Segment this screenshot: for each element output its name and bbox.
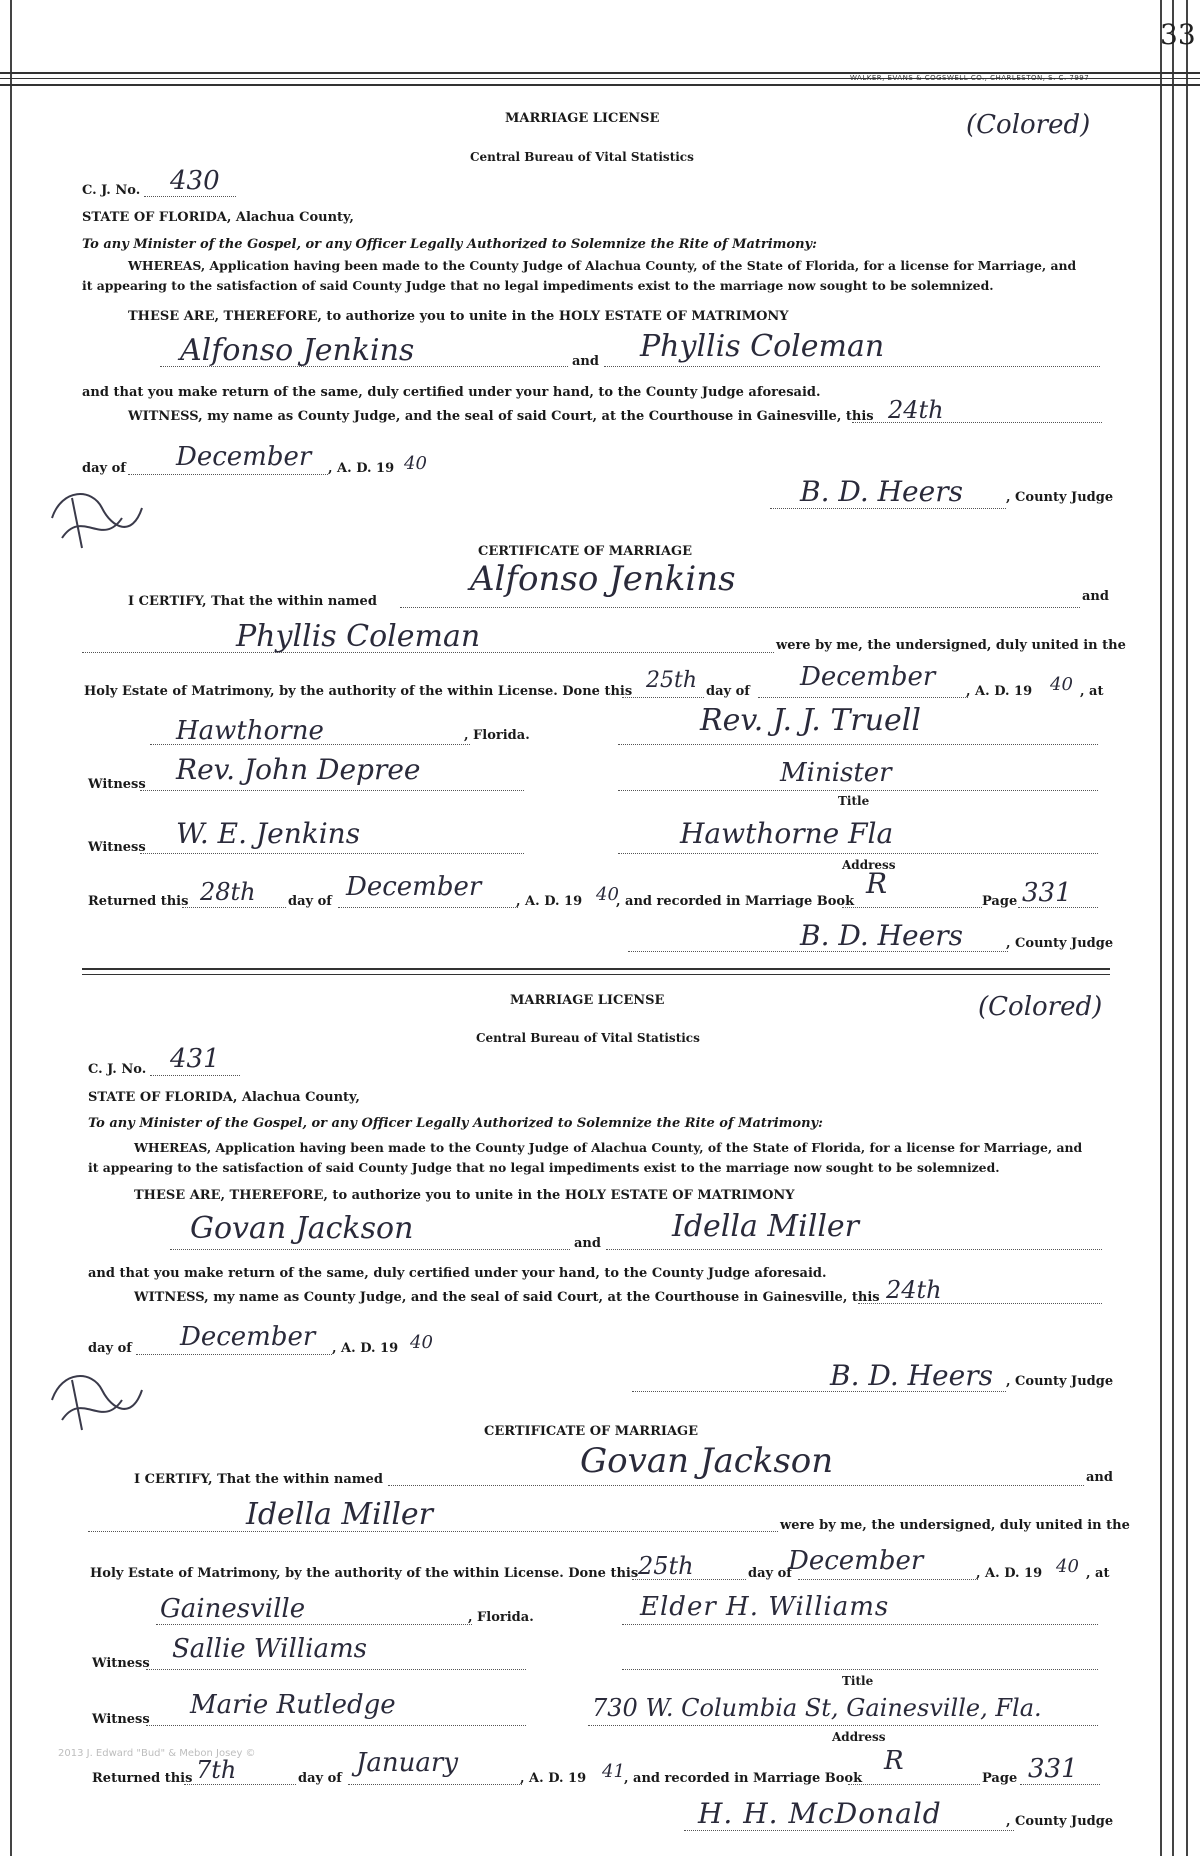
these-are-1: THESE ARE, THEREFORE, to authorize you to unite in the HOLY ESTATE OF MATRIMONY (128, 309, 789, 324)
cert-judge-signature-2: H. H. McDonald (698, 1797, 942, 1830)
returned-year-1: 40 (596, 884, 619, 905)
officiant-1: Rev. J. J. Truell (700, 703, 921, 738)
done-ad-label-1: , A. D. 19 (966, 684, 1033, 699)
done-day-of-label-1: day of (706, 684, 750, 699)
recorded-label-1: , and recorded in Marriage Book (616, 894, 855, 909)
ad-label-2: , A. D. 19 (332, 1341, 399, 1356)
copyright-watermark: 2013 J. Edward "Bud" & Mebon Josey © (58, 1748, 256, 1759)
place-2: Gainesville (160, 1594, 306, 1624)
cert-party2-2: Idella Miller (246, 1497, 434, 1532)
witness1-1: Rev. John Depree (176, 753, 421, 786)
returned-day-2: 7th (196, 1756, 237, 1784)
license-year-1: 40 (404, 453, 427, 474)
cert-judge-signature-1: B. D. Heers (800, 919, 963, 952)
right-border-edge (1186, 0, 1188, 1856)
mid-rule-2 (82, 974, 1110, 975)
officiant-address-1: Hawthorne Fla (680, 817, 894, 850)
witness2-1: W. E. Jenkins (176, 817, 361, 850)
cj-label-1: C. J. No. (82, 183, 141, 198)
left-border (10, 0, 12, 1856)
mid-rule-1 (82, 968, 1110, 970)
certificate-title-1: CERTIFICATE OF MARRIAGE (478, 544, 693, 559)
done-day-1: 25th (646, 668, 698, 693)
license-year-2: 40 (410, 1332, 433, 1353)
ad-label-1: , A. D. 19 (328, 461, 395, 476)
witness-label-1a: Witness (88, 777, 146, 792)
united-label-2: were by me, the undersigned, duly united in the (780, 1518, 1130, 1533)
groom-name-2: Govan Jackson (190, 1211, 414, 1246)
done-day-2: 25th (638, 1552, 694, 1580)
done-year-2: 40 (1056, 1556, 1079, 1577)
judge-signature-1: B. D. Heers (800, 475, 963, 508)
done-at-label-2: , at (1086, 1566, 1110, 1581)
address-line-1: To any Minister of the Gospel, or any Officer Legally Authorized to Solemnize the Rite of Matrimony: (82, 237, 817, 252)
done-year-1: 40 (1050, 674, 1073, 695)
colored-note-1: (Colored) (966, 110, 1091, 140)
page-no-1: 331 (1022, 878, 1072, 908)
page-label-2: Page (982, 1771, 1018, 1786)
witness-label-1b: Witness (88, 840, 146, 855)
judge-signature-2: B. D. Heers (830, 1359, 993, 1392)
state-line-1: STATE OF FLORIDA, Alachua County, (82, 210, 354, 225)
cert-party2-1: Phyllis Coleman (236, 619, 481, 654)
whereas-2b: it appearing to the satisfaction of said County Judge that no legal impediments exist to the marriage now sought to be solemnized. (88, 1160, 1000, 1175)
and-label-1: and (572, 354, 599, 369)
witness-line-2: WITNESS, my name as County Judge, and the seal of said Court, at the Courthouse in Gainesville, this (134, 1290, 880, 1305)
done-day-of-label-2: day of (748, 1566, 792, 1581)
returned-day-1: 28th (200, 878, 256, 906)
returned-year-2: 41 (602, 1761, 625, 1782)
license-title-1: MARRIAGE LICENSE (505, 111, 660, 126)
witness-day-1: 24th (888, 396, 944, 424)
cj-number-1: 430 (170, 166, 220, 196)
officiant-title-1: Minister (780, 758, 892, 788)
these-are-2: THESE ARE, THEREFORE, to authorize you to unite in the HOLY ESTATE OF MATRIMONY (134, 1188, 795, 1203)
done-month-1: December (800, 662, 936, 692)
return-line-1: and that you make return of the same, duly certified under your hand, to the County Judge aforesaid. (82, 385, 821, 400)
groom-name-1: Alfonso Jenkins (180, 333, 415, 368)
holy-label-1: Holy Estate of Matrimony, by the authority of the within License. Done this (84, 684, 633, 699)
cj-number-2: 431 (170, 1044, 220, 1074)
returned-day-of-2: day of (298, 1771, 342, 1786)
cert-county-judge-2: , County Judge (1006, 1814, 1114, 1829)
whereas-2a: WHEREAS, Application having been made to the County Judge of Alachua County, of the State of Florida, for a license for Marriage, and (134, 1140, 1083, 1155)
printer-credit: WALKER, EVANS & COGSWELL CO., CHARLESTON, S. C. 7997 (850, 74, 1090, 82)
returned-ad-2: , A. D. 19 (520, 1771, 587, 1786)
state-line-2: STATE OF FLORIDA, Alachua County, (88, 1090, 360, 1105)
county-judge-label-1: , County Judge (1006, 490, 1114, 505)
filed-scribble-icon-2 (42, 1360, 152, 1440)
county-judge-label-2: , County Judge (1006, 1374, 1114, 1389)
certify-label-2: I CERTIFY, That the within named (134, 1472, 383, 1487)
cj-label-2: C. J. No. (88, 1062, 147, 1077)
page-label-1: Page (982, 894, 1018, 909)
cert-party1-2: Govan Jackson (580, 1441, 834, 1481)
officiant-address-2: 730 W. Columbia St, Gainesville, Fla. (592, 1694, 1042, 1722)
license-title-2: MARRIAGE LICENSE (510, 993, 665, 1008)
witness-line-1: WITNESS, my name as County Judge, and the seal of said Court, at the Courthouse in Gainesville, this (128, 409, 874, 424)
bureau-1: Central Bureau of Vital Statistics (470, 150, 694, 164)
done-ad-label-2: , A. D. 19 (976, 1566, 1043, 1581)
day-of-label-2: day of (88, 1341, 132, 1356)
witness1-2: Sallie Williams (172, 1634, 367, 1664)
witness-label-2a: Witness (92, 1656, 150, 1671)
cert-party1-1: Alfonso Jenkins (470, 559, 736, 599)
edge-page-number: 33 (1160, 18, 1196, 51)
returned-ad-1: , A. D. 19 (516, 894, 583, 909)
cert-county-judge-1: , County Judge (1006, 936, 1114, 951)
right-border-inner (1160, 0, 1162, 1856)
book-1: R (866, 867, 888, 900)
title-label-1: Title (838, 794, 870, 808)
right-border-outer (1172, 0, 1174, 1856)
witness-day-2: 24th (886, 1276, 942, 1304)
title-label-2: Title (842, 1674, 874, 1688)
holy-label-2: Holy Estate of Matrimony, by the authority of the within License. Done this (90, 1566, 639, 1581)
book-2: R (884, 1746, 904, 1776)
bride-name-1: Phyllis Coleman (640, 329, 885, 364)
return-line-2: and that you make return of the same, duly certified under your hand, to the County Judge aforesaid. (88, 1266, 827, 1281)
united-label-1: were by me, the undersigned, duly united in the (776, 638, 1126, 653)
returned-label-1: Returned this (88, 894, 189, 909)
whereas-1a: WHEREAS, Application having been made to the County Judge of Alachua County, of the State of Florida, for a license for Marriage, and (128, 258, 1077, 273)
top-rule-3 (0, 84, 1200, 86)
returned-month-2: January (356, 1748, 459, 1778)
cert-and-label-1: and (1082, 589, 1109, 604)
florida-label-1: , Florida. (464, 728, 530, 743)
certify-label-1: I CERTIFY, That the within named (128, 594, 377, 609)
page-no-2: 331 (1028, 1754, 1078, 1784)
bride-name-2: Idella Miller (672, 1209, 860, 1244)
colored-note-2: (Colored) (978, 992, 1103, 1022)
address-label-2: Address (832, 1730, 886, 1744)
witness-label-2b: Witness (92, 1712, 150, 1727)
done-at-label-1: , at (1080, 684, 1104, 699)
address-label-1: Address (842, 858, 896, 872)
florida-label-2: , Florida. (468, 1610, 534, 1625)
witness2-2: Marie Rutledge (190, 1690, 396, 1720)
certificate-title-2: CERTIFICATE OF MARRIAGE (484, 1424, 699, 1439)
officiant-2: Elder H. Williams (640, 1592, 890, 1622)
license-month-2: December (180, 1322, 316, 1352)
license-month-1: December (176, 442, 312, 472)
done-month-2: December (788, 1546, 924, 1576)
returned-month-1: December (346, 872, 482, 902)
cert-and-label-2: and (1086, 1470, 1113, 1485)
and-label-2: and (574, 1236, 601, 1251)
whereas-1b: it appearing to the satisfaction of said County Judge that no legal impediments exist to the marriage now sought to be solemnized. (82, 278, 994, 293)
address-line-2: To any Minister of the Gospel, or any Officer Legally Authorized to Solemnize the Rite of Matrimony: (88, 1116, 823, 1131)
bureau-2: Central Bureau of Vital Statistics (476, 1031, 700, 1045)
recorded-label-2: , and recorded in Marriage Book (624, 1771, 863, 1786)
returned-label-2: Returned this (92, 1771, 193, 1786)
day-of-label-1: day of (82, 461, 126, 476)
filed-scribble-icon (42, 478, 152, 558)
place-1: Hawthorne (176, 716, 324, 746)
returned-day-of-1: day of (288, 894, 332, 909)
